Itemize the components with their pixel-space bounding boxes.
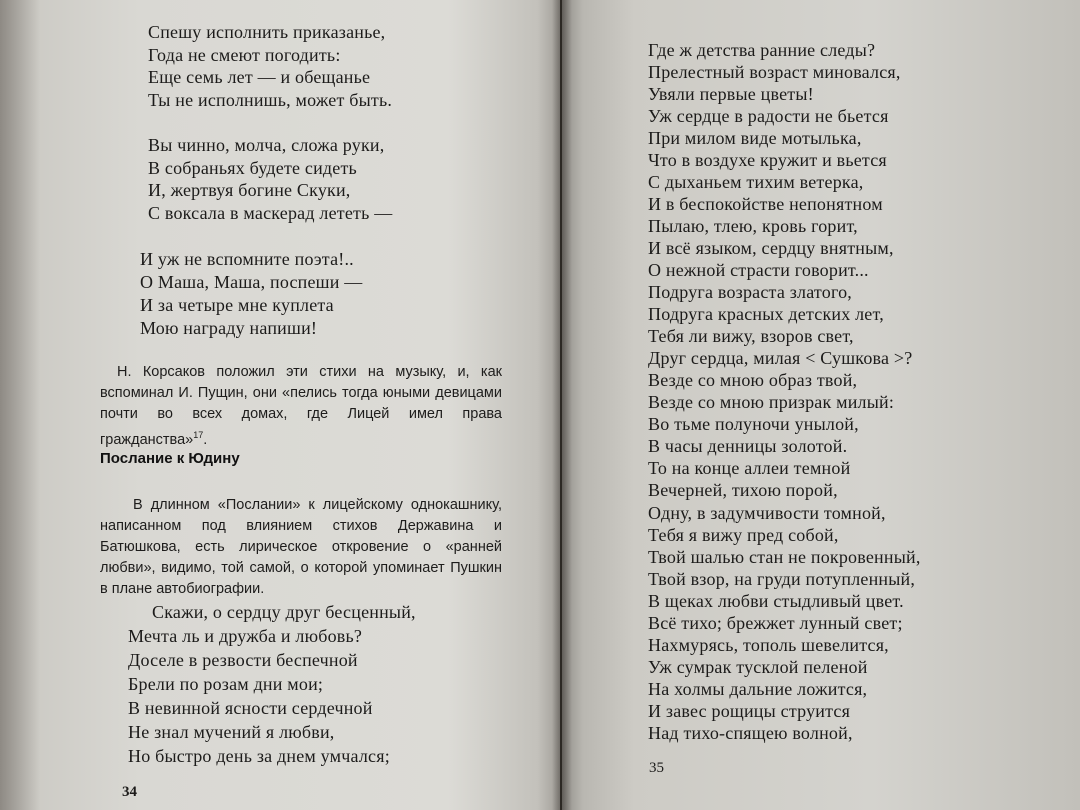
poem-line: Одну, в задумчивости томной,	[648, 503, 886, 523]
footnote-ref: 17	[193, 430, 204, 440]
poem-line: Прелестный возраст миновался,	[648, 62, 901, 82]
poem-line: Друг сердца, милая < Сушкова >?	[648, 348, 913, 368]
poem-line: Пылаю, тлею, кровь горит,	[648, 216, 858, 236]
poem-line: Подруга красных детских лет,	[648, 304, 884, 324]
poem-line: В щеках любви стыдливый цвет.	[648, 591, 904, 611]
poem-line: Уж сумрак тусклой пеленой	[648, 657, 868, 677]
book-gutter	[552, 0, 572, 810]
right-page	[562, 0, 1080, 810]
poem-line: Вечерней, тихою порой,	[648, 480, 838, 500]
poem-line: С дыханьем тихим ветерка,	[648, 172, 864, 192]
poem-line: Ты не исполнишь, может быть.	[148, 90, 393, 110]
poem-line: И, жертвуя богине Скуки,	[148, 180, 351, 200]
commentary-paragraph	[100, 362, 502, 451]
commentary-text: Н. Корсаков положил эти стихи на музыку, и, как вспоминал И. Пущин, они «пелись тогда юными девицами почти во всех домах, где Лицей имел права гражданства»	[100, 364, 502, 448]
poem-line: О Маша, Маша, поспеши —	[140, 272, 363, 292]
poem-line: Увяли первые цветы!	[648, 84, 814, 104]
poem-line: И за четыре мне куплета	[140, 295, 334, 315]
poem-line: И в беспокойстве непонятном	[648, 194, 883, 214]
poem-line: Спешу исполнить приказанье,	[148, 22, 386, 42]
poem-line: Что в воздухе кружит и вьется	[648, 150, 887, 170]
poem-line: С воксала в маскерад лететь —	[148, 203, 393, 223]
poem-line: Уж сердце в радости не бьется	[648, 106, 889, 126]
poem-line: В часы денницы золотой.	[648, 436, 848, 456]
page-edge-shadow	[0, 0, 40, 810]
poem-line: Тебя ли вижу, взоров свет,	[648, 326, 854, 346]
poem-line: И завес рощицы струится	[648, 701, 851, 721]
poem-line: Вы чинно, молча, сложа руки,	[148, 135, 385, 155]
poem-line: Мечта ль и дружба и любовь?	[128, 626, 363, 646]
poem-line: В собраньях будете сидеть	[148, 158, 357, 178]
page-number-left: 34	[122, 784, 137, 800]
poem-line: Тебя я вижу пред собой,	[648, 525, 839, 545]
poem-line: И всё языком, сердцу внятным,	[648, 238, 894, 258]
section-heading: Послание к Юдину	[100, 450, 240, 467]
poem-line: О нежной страсти говорит...	[648, 260, 869, 280]
poem-line: Всё тихо; брежжет лунный свет;	[648, 613, 903, 633]
poem-line: Еще семь лет — и обещанье	[148, 67, 371, 87]
poem-line: Но быстро день за днем умчался;	[128, 746, 390, 766]
poem-line: Твой взор, на груди потупленный,	[648, 569, 916, 589]
poem-line: Подруга возраста златого,	[648, 282, 852, 302]
poem-line: И уж не вспомните поэта!..	[140, 249, 354, 269]
poem-line: Брели по розам дни мои;	[128, 674, 324, 694]
poem-line: Нахмурясь, тополь шевелится,	[648, 635, 889, 655]
poem-line: Где ж детства ранние следы?	[648, 40, 876, 60]
poem-line: Во тьме полуночи унылой,	[648, 414, 859, 434]
commentary-end: .	[203, 431, 208, 448]
poem-line: То на конце аллеи темной	[648, 458, 851, 478]
poem-line: Над тихо-спящею волной,	[648, 723, 853, 743]
page-number-right: 35	[649, 760, 664, 776]
poem-line: На холмы дальние ложится,	[648, 679, 868, 699]
intro-paragraph: В длинном «Послании» к лицейскому однокашнику, написанном под влиянием стихов Державина и Батюшкова, есть лирическое откровение о «ранней любви», видимо, той самой, о которой упоминает Пушкин в плане автобиографии.	[100, 497, 502, 597]
poem-line: Мою награду напиши!	[140, 318, 318, 338]
poem-line: В невинной ясности сердечной	[128, 698, 373, 718]
poem-line: Доселе в резвости беспечной	[128, 650, 358, 670]
poem-line: Везде со мною призрак милый:	[648, 392, 895, 412]
poem-line: Везде со мною образ твой,	[648, 370, 858, 390]
poem-line: Скажи, о сердцу друг бесценный,	[152, 602, 416, 622]
poem-line: При милом виде мотылька,	[648, 128, 862, 148]
poem-line: Года не смеют погодить:	[148, 45, 341, 65]
poem-line: Не знал мучений я любви,	[128, 722, 335, 742]
poem-line: Твой шалью стан не покровенный,	[648, 547, 921, 567]
